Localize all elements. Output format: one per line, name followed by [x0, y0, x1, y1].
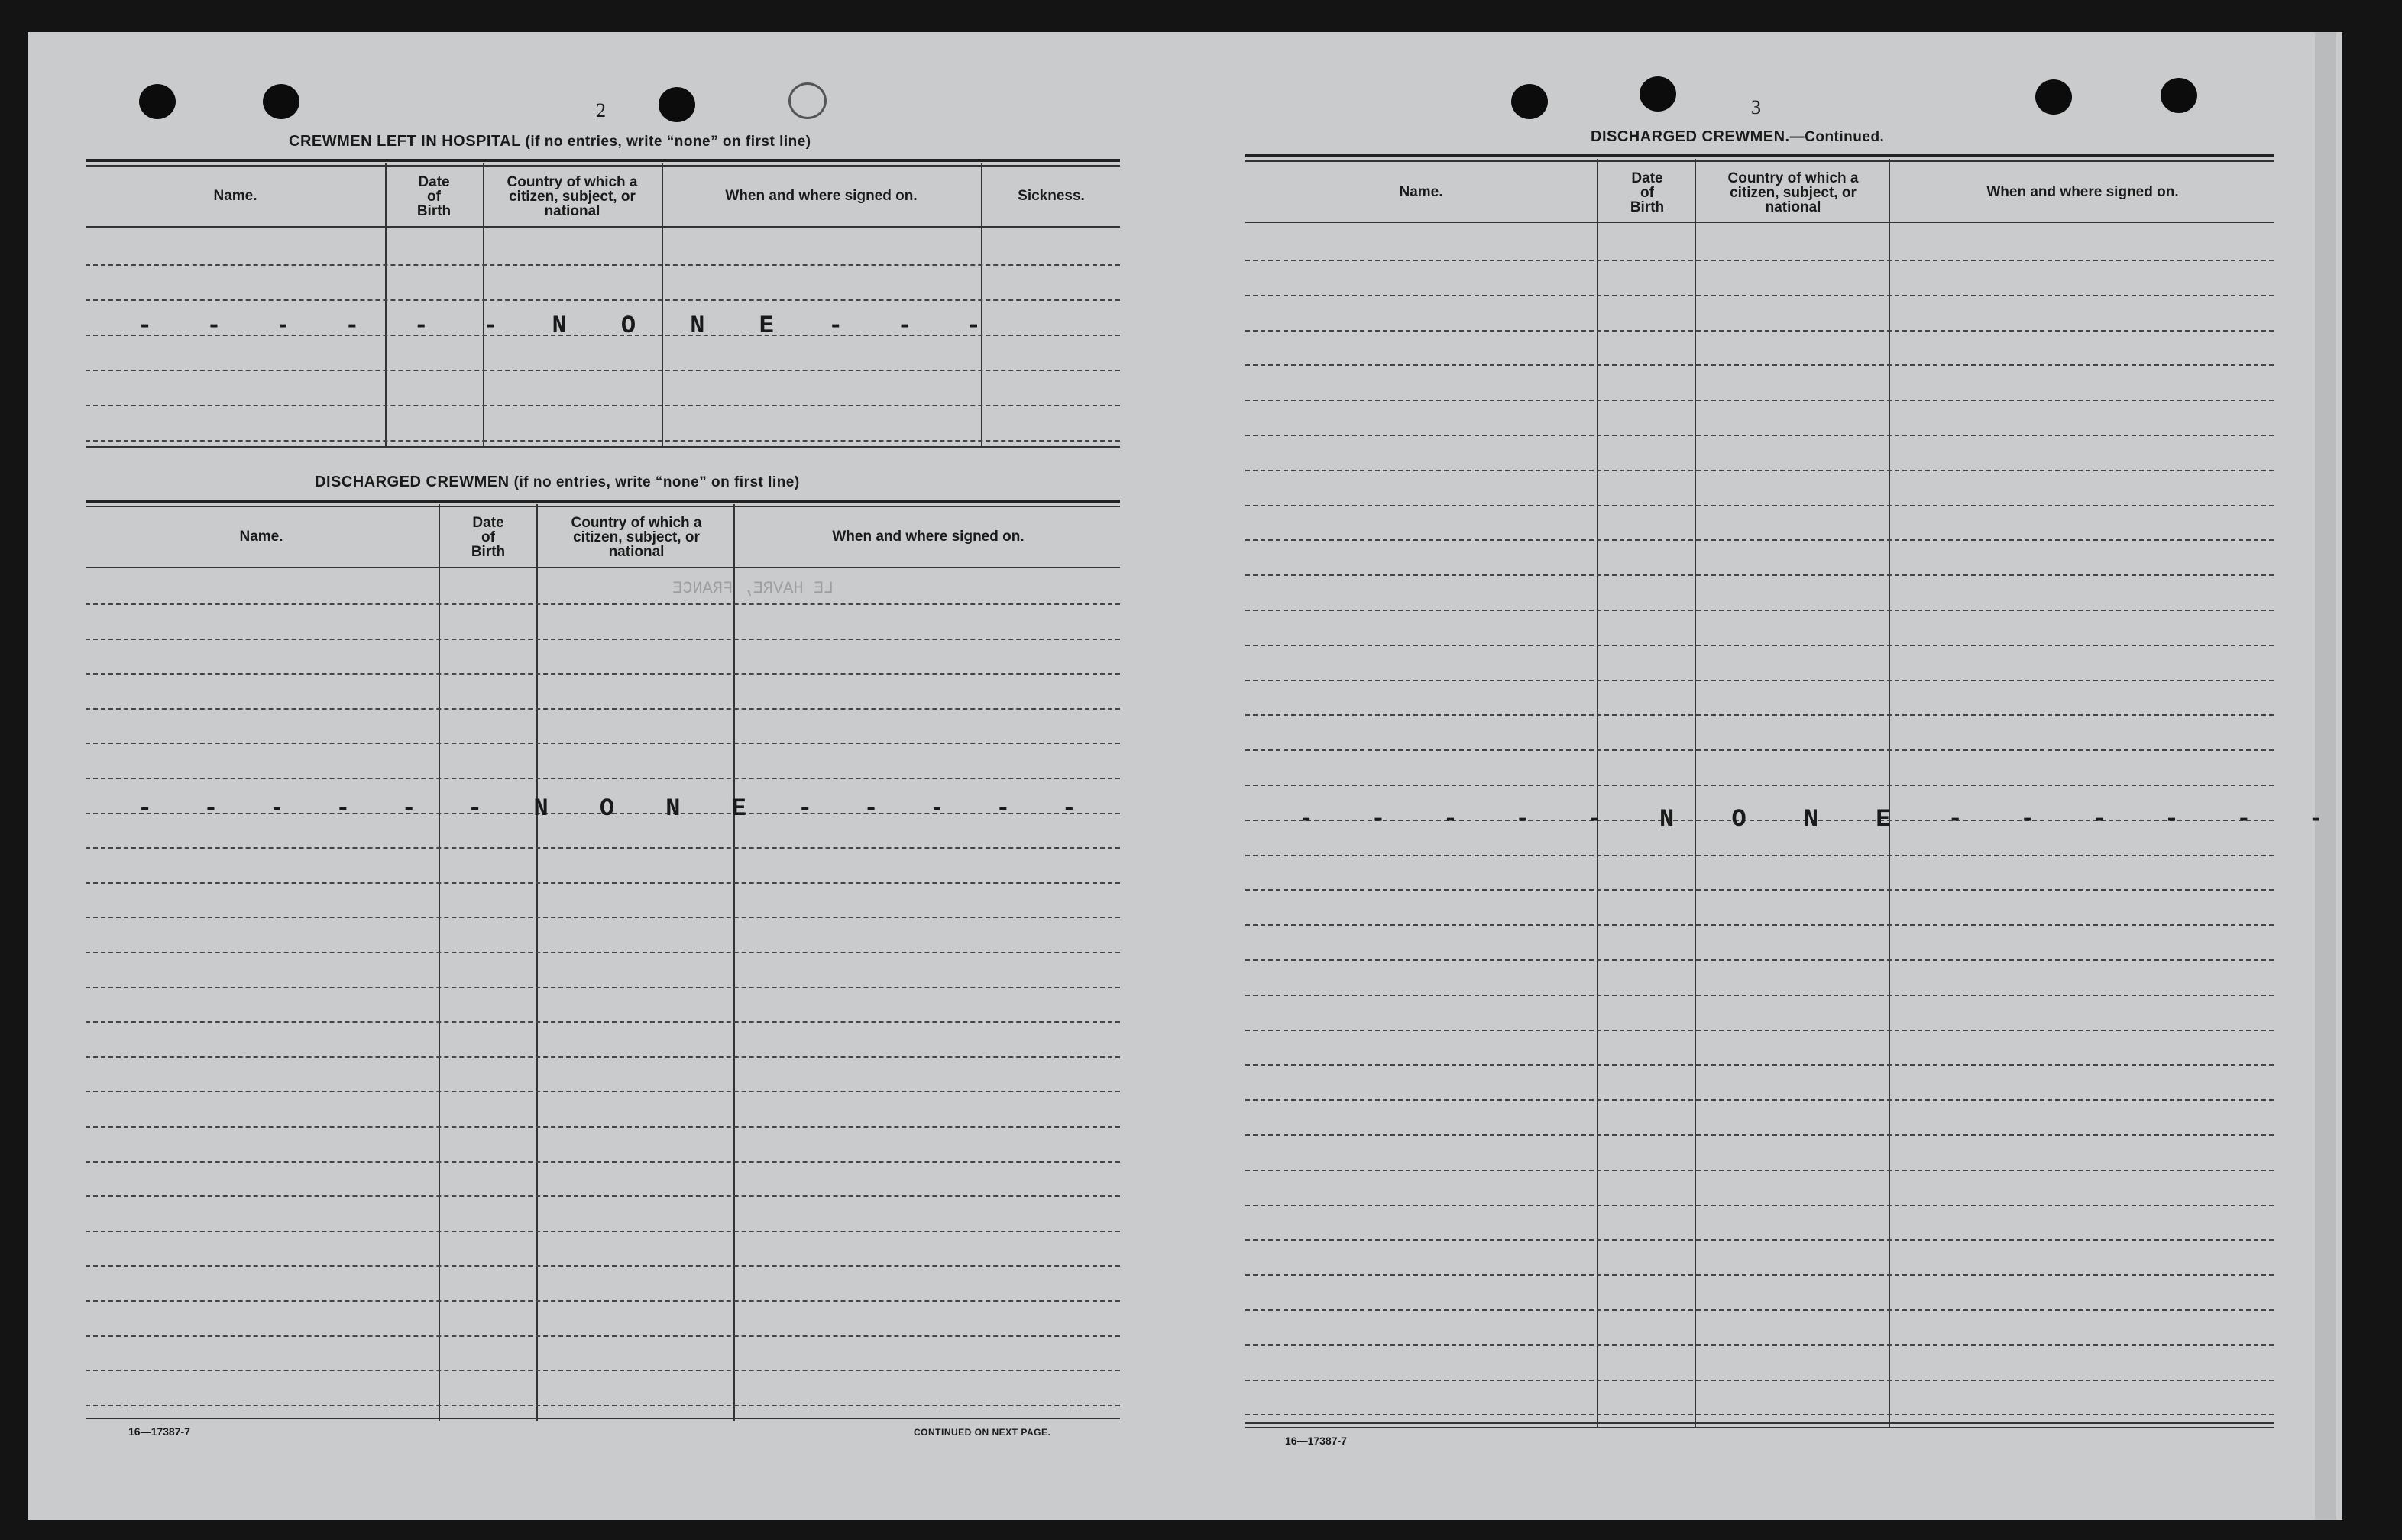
entry-line	[86, 1091, 1120, 1092]
column-divider	[439, 504, 440, 1421]
entry-line	[86, 1335, 1120, 1337]
form-code: 16—17387-7	[128, 1425, 190, 1438]
entry-line	[86, 708, 1120, 710]
discharged-continued-title	[1591, 128, 1884, 146]
continued-suffix: —Continued.	[1789, 129, 1885, 145]
discharged-continued-none-entry: - - - - - N O N E - - - - - -	[1299, 805, 2345, 833]
entry-line	[1245, 330, 2274, 332]
entry-line	[1245, 749, 2274, 751]
document-sheet	[28, 32, 2342, 1520]
entry-line	[1245, 680, 2274, 681]
entry-line	[86, 264, 1120, 266]
entry-line	[1245, 714, 2274, 716]
entry-line	[1245, 959, 2274, 961]
header-rule	[1245, 160, 2274, 162]
table-bottom-rule	[86, 1418, 1120, 1419]
entry-line	[86, 952, 1120, 953]
entry-line	[1245, 435, 2274, 436]
discharged-continued-title-text: DISCHARGED CREWMEN.	[1591, 128, 1790, 145]
bleed-through-text: LE HAVRE, FRANCE	[672, 579, 834, 598]
column-divider	[662, 163, 663, 446]
col-header-date-of-birth: Date of Birth	[471, 514, 506, 560]
entry-line	[86, 778, 1120, 779]
punch-hole	[659, 87, 695, 122]
table-bottom-rule	[1245, 1422, 2274, 1424]
column-divider	[733, 504, 735, 1421]
col-header-date-of-birth: Date of Birth	[416, 173, 452, 219]
entry-line	[1245, 1030, 2274, 1031]
entry-line	[1245, 260, 2274, 261]
entry-line	[86, 1126, 1120, 1128]
header-rule	[1245, 154, 2274, 157]
entry-line	[86, 917, 1120, 918]
entry-line	[1245, 1064, 2274, 1066]
punch-hole	[788, 82, 827, 119]
entry-line	[86, 639, 1120, 640]
punch-hole	[1640, 76, 1676, 112]
punch-hole	[1511, 84, 1548, 119]
punch-hole	[139, 84, 176, 119]
entry-line	[86, 603, 1120, 605]
entry-line	[1245, 505, 2274, 506]
discharged-title-text: DISCHARGED CREWMEN	[315, 474, 510, 490]
entry-line	[86, 370, 1120, 371]
entry-line	[1245, 1344, 2274, 1346]
discharged-instruction: (if no entries, write “none” on first line)	[513, 474, 800, 490]
page-number: 2	[596, 99, 606, 121]
col-header-signed-on: When and where signed on.	[1986, 184, 2179, 200]
entry-line	[1245, 400, 2274, 401]
discharged-none-entry: - - - - - - N O N E - - - - -	[138, 794, 1095, 823]
discharged-section-title	[315, 474, 800, 491]
entry-line	[1245, 574, 2274, 576]
entry-line	[1245, 610, 2274, 611]
entry-line	[86, 847, 1120, 849]
entry-line	[86, 1161, 1120, 1163]
entry-line	[1245, 1274, 2274, 1276]
hospital-section-title	[289, 133, 811, 150]
entry-line	[86, 673, 1120, 675]
col-header-country: Country of which a citizen, subject, or national	[507, 173, 638, 219]
entry-line	[1245, 785, 2274, 786]
entry-line	[1245, 889, 2274, 891]
entry-line	[86, 742, 1120, 744]
header-bottom-rule	[86, 567, 1120, 568]
entry-line	[1245, 470, 2274, 471]
entry-line	[1245, 995, 2274, 996]
entry-line	[86, 1056, 1120, 1058]
entry-line	[86, 299, 1120, 301]
entry-line	[86, 405, 1120, 406]
col-header-signed-on: When and where signed on.	[832, 529, 1025, 545]
col-header-country: Country of which a citizen, subject, or national	[1727, 170, 1859, 215]
punch-hole	[263, 84, 299, 119]
entry-line	[1245, 645, 2274, 646]
entry-line	[1245, 295, 2274, 296]
entry-line	[86, 987, 1120, 988]
column-divider	[483, 163, 484, 446]
entry-line	[1245, 539, 2274, 541]
entry-line	[1245, 1380, 2274, 1381]
col-header-name: Name.	[239, 529, 283, 545]
entry-line	[1245, 1170, 2274, 1171]
col-header-date-of-birth: Date of Birth	[1630, 170, 1665, 215]
continued-note: CONTINUED ON NEXT PAGE.	[914, 1427, 1051, 1438]
hospital-instruction: (if no entries, write “none” on first line)	[525, 134, 811, 150]
table-bottom-rule	[86, 446, 1120, 448]
hospital-title-text: CREWMEN LEFT IN HOSPITAL	[289, 133, 521, 150]
entry-line	[1245, 855, 2274, 856]
entry-line	[1245, 1205, 2274, 1206]
entry-line	[86, 1300, 1120, 1302]
column-divider	[981, 163, 982, 446]
entry-line	[86, 1021, 1120, 1023]
column-divider	[536, 504, 538, 1421]
col-header-signed-on: When and where signed on.	[725, 188, 918, 204]
col-header-name: Name.	[213, 188, 257, 204]
col-header-country: Country of which a citizen, subject, or national	[571, 514, 702, 560]
entry-line	[86, 882, 1120, 884]
entry-line	[86, 1405, 1120, 1406]
column-divider	[1695, 159, 1696, 1427]
punch-hole	[2035, 79, 2072, 115]
entry-line	[86, 1231, 1120, 1232]
entry-line	[1245, 1239, 2274, 1241]
header-rule	[86, 165, 1120, 167]
page-number: 3	[1751, 96, 1761, 118]
form-code: 16—17387-7	[1285, 1435, 1347, 1447]
entry-line	[1245, 1414, 2274, 1415]
entry-line	[1245, 364, 2274, 366]
entry-line	[1245, 1309, 2274, 1311]
table-bottom-rule	[1245, 1427, 2274, 1428]
header-rule	[86, 500, 1120, 503]
entry-line	[86, 1370, 1120, 1371]
column-divider	[385, 163, 387, 446]
entry-line	[86, 1265, 1120, 1267]
hospital-none-entry: - - - - - - N O N E - - -	[138, 312, 1002, 340]
header-bottom-rule	[1245, 222, 2274, 223]
entry-line	[1245, 1134, 2274, 1136]
header-rule	[86, 506, 1120, 507]
sheet-edge	[2315, 32, 2336, 1520]
entry-line	[1245, 924, 2274, 926]
header-rule	[86, 159, 1120, 162]
entry-line	[86, 440, 1120, 442]
col-header-sickness: Sickness.	[1018, 188, 1085, 204]
column-divider	[1889, 159, 1890, 1427]
col-header-name: Name.	[1399, 184, 1443, 200]
column-divider	[1597, 159, 1598, 1427]
entry-line	[86, 1195, 1120, 1197]
punch-hole	[2161, 78, 2197, 113]
header-bottom-rule	[86, 226, 1120, 228]
entry-line	[1245, 1099, 2274, 1101]
